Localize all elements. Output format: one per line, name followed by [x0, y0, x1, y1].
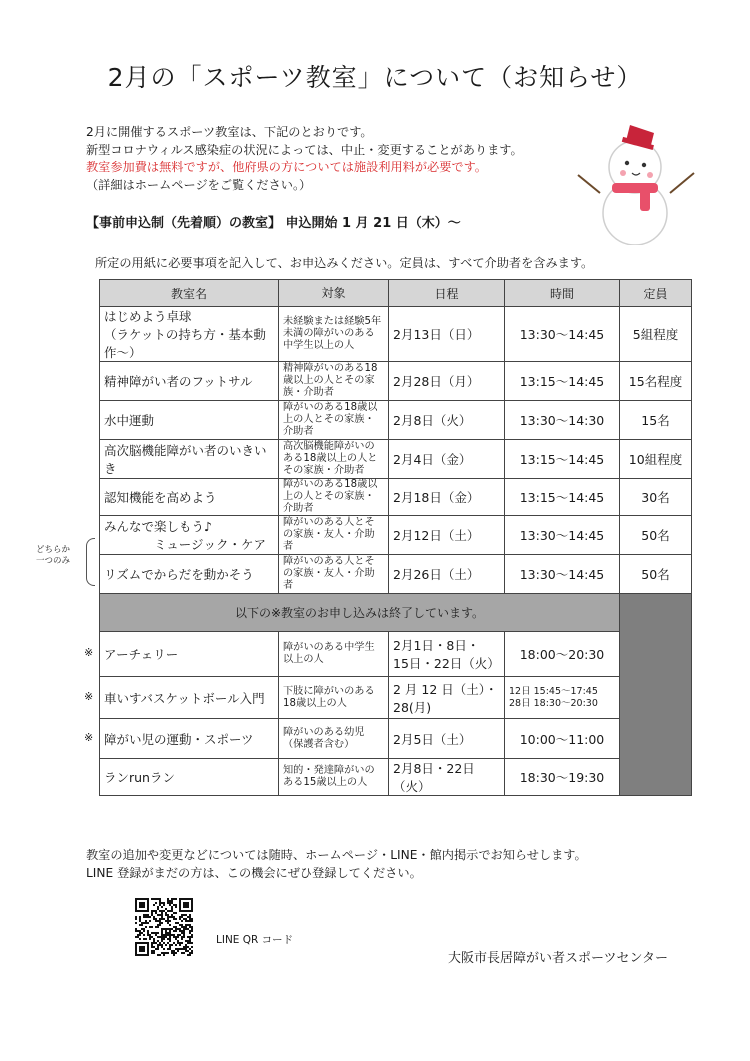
- class-date: 2月18日（金）: [389, 479, 505, 516]
- table-row: [100, 307, 692, 362]
- class-capacity: 30名: [620, 479, 692, 516]
- footer-line: LINE 登録がまだの方は、この機会にぜひ登録してください。: [86, 866, 422, 880]
- header-capacity: 定員: [620, 280, 692, 307]
- table-header-row: [100, 280, 692, 307]
- class-date: 2月4日（金）: [389, 440, 505, 479]
- class-target: 障がいのある18歳以上の人とその家族・介助者: [279, 479, 389, 516]
- class-name: 障がい児の運動・スポーツ: [100, 719, 279, 759]
- closed-mark: ※: [84, 689, 94, 703]
- intro-text: [86, 124, 523, 194]
- class-name: アーチェリー: [100, 632, 279, 677]
- class-capacity: 10組程度: [620, 440, 692, 479]
- table-row: [100, 401, 692, 440]
- class-name: 精神障がい者のフットサル: [100, 362, 279, 401]
- application-description: 所定の用紙に必要事項を記入して、お申込みください。定員は、すべて介助者を含みます。: [95, 256, 594, 270]
- snowman-illustration: [570, 115, 700, 245]
- class-target: 精神障がいのある18歳以上の人とその家族・介助者: [279, 362, 389, 401]
- class-name: はじめよう卓球 （ラケットの持ち方・基本動作～）: [100, 307, 279, 362]
- fee-notice: 教室参加費は無料ですが、他府県の方については施設利用料が必要です。: [86, 160, 487, 174]
- closed-table-row: [100, 632, 692, 677]
- table-row: [100, 516, 692, 555]
- header-date: 日程: [389, 280, 505, 307]
- class-target: 障がいのある人とその家族・友人・介助者: [279, 555, 389, 594]
- closed-mark: ※: [84, 730, 94, 744]
- footer-text: [86, 846, 587, 882]
- class-date: 2月5日（土）: [389, 719, 505, 759]
- class-date: 2月28日（月）: [389, 362, 505, 401]
- qr-label: LINE QR コード: [216, 934, 294, 946]
- class-date: 2月1日・8日・ 15日・22日（火）: [389, 632, 505, 677]
- class-capacity: 5組程度: [620, 307, 692, 362]
- choose-one-note: どちらか 一つのみ: [36, 545, 71, 566]
- class-time: 18:30～19:30: [505, 759, 620, 796]
- header-name: 教室名: [100, 280, 279, 307]
- class-target: 障がいのある人とその家族・友人・介助者: [279, 516, 389, 555]
- closed-table-row: [100, 759, 692, 796]
- table-row: [100, 555, 692, 594]
- class-time: 10:00～11:00: [505, 719, 620, 759]
- class-capacity: 15名程度: [620, 362, 692, 401]
- class-date: 2月12日（土）: [389, 516, 505, 555]
- closed-notice-row: [100, 594, 692, 632]
- class-time: 13:15～14:45: [505, 479, 620, 516]
- class-capacity: 50名: [620, 555, 692, 594]
- footer-line: 教室の追加や変更などについては随時、ホームページ・LINE・館内掲示でお知らせします。: [86, 848, 587, 862]
- class-time: 13:30～14:45: [505, 555, 620, 594]
- closed-mark: ※: [84, 646, 94, 659]
- class-target: 障がいのある中学生以上の人: [279, 632, 389, 677]
- class-name: 車いすバスケットボール入門: [100, 677, 279, 719]
- line-qr-code: [135, 898, 193, 956]
- class-name: みんなで楽しもう♪ ミュージック・ケア: [100, 516, 279, 555]
- closed-table-row: [100, 677, 692, 719]
- class-target: 高次脳機能障がいのある18歳以上の人とその家族・介助者: [279, 440, 389, 479]
- class-time: 18:00～20:30: [505, 632, 620, 677]
- intro-line: 新型コロナウィルス感染症の状況によっては、中止・変更することがあります。: [86, 142, 523, 157]
- table-row: [100, 440, 692, 479]
- intro-line: （詳細はホームページをご覧ください。）: [86, 177, 312, 192]
- class-time: 12日 15:45～17:45 28日 18:30～20:30: [505, 677, 620, 719]
- closed-table-row: [100, 719, 692, 759]
- organization-name: 大阪市長居障がい者スポーツセンター: [448, 951, 668, 966]
- class-date: 2月26日（土）: [389, 555, 505, 594]
- class-time: 13:30～14:30: [505, 401, 620, 440]
- class-target: 下肢に障がいのある18歳以上の人: [279, 677, 389, 719]
- intro-line: 2月に開催するスポーツ教室は、下記のとおりです。: [86, 125, 373, 139]
- class-time: 13:30～14:45: [505, 307, 620, 362]
- header-time: 時間: [505, 280, 620, 307]
- class-target: 知的・発達障がいのある15歳以上の人: [279, 759, 389, 796]
- class-date: 2月13日（日）: [389, 307, 505, 362]
- class-time: 13:15～14:45: [505, 362, 620, 401]
- class-name: ランrunラン: [100, 759, 279, 796]
- class-name: 水中運動: [100, 401, 279, 440]
- class-target: 障がいのある18歳以上の人とその家族・介助者: [279, 401, 389, 440]
- schedule-table: [99, 279, 692, 796]
- class-date: 2月8日（火）: [389, 401, 505, 440]
- class-target: 未経験または経験5年未満の障がいのある中学生以上の人: [279, 307, 389, 362]
- table-row: [100, 479, 692, 516]
- page-title: 2月の「スポーツ教室」について（お知らせ）: [107, 63, 643, 92]
- class-name: リズムでからだを動かそう: [100, 555, 279, 594]
- closed-notice: 以下の※教室のお申し込みは終了しています。: [100, 594, 620, 632]
- class-capacity: 15名: [620, 401, 692, 440]
- class-target: 障がいのある幼児（保護者含む）: [279, 719, 389, 759]
- class-date: 2 月 12 日（土）・ 28(月): [389, 677, 505, 719]
- capacity-closed-cell: [620, 594, 692, 796]
- class-time: 13:15～14:45: [505, 440, 620, 479]
- class-date: 2月8日・22日（火）: [389, 759, 505, 796]
- section-heading: 【事前申込制（先着順）の教室】 申込開始 1 月 21 日（木）～: [86, 216, 461, 231]
- class-name: 認知機能を高めよう: [100, 479, 279, 516]
- choice-brace: [86, 538, 95, 586]
- class-capacity: 50名: [620, 516, 692, 555]
- table-row: [100, 362, 692, 401]
- class-time: 13:30～14:45: [505, 516, 620, 555]
- header-target: 対象: [279, 280, 389, 307]
- class-name: 高次脳機能障がい者のいきいき: [100, 440, 279, 479]
